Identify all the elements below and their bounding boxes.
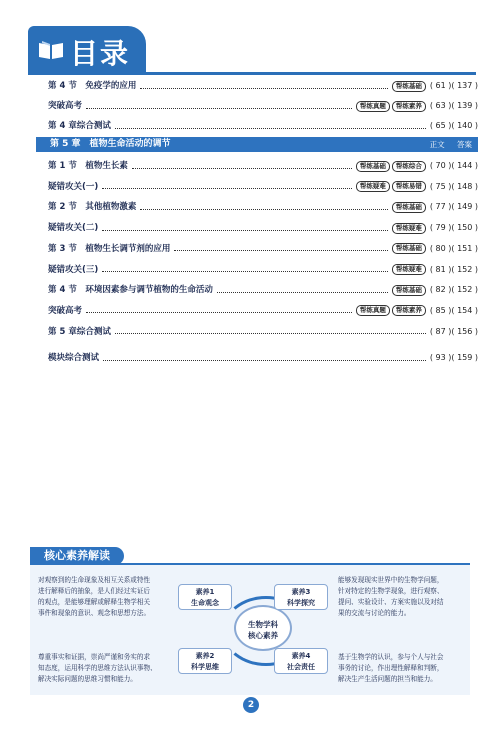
practice-badge: 帮练素养 (392, 305, 426, 316)
page-title: 目录 (70, 37, 131, 70)
toc-entry-pages: ( 65 )( 140 ) (429, 121, 478, 130)
practice-badges (392, 81, 426, 92)
practice-badges (392, 264, 426, 275)
practice-badges (392, 202, 426, 213)
pill-literacy-4: 素养4 社会责任 (274, 648, 328, 674)
text-scientific-thinking: 尊重事实和证据，崇尚严谨和务实的求 知态度，运用科学的思维方法认识事物、 解决实际问题的思维习惯和能力。 (38, 653, 157, 683)
toc-entry[interactable] (48, 324, 478, 340)
toc-entry[interactable] (48, 303, 478, 319)
practice-badges (392, 285, 426, 296)
practice-badge: 帮练基础 (356, 161, 390, 172)
toc-entry-label: 突破高考 (48, 305, 83, 316)
leader-dots (174, 250, 388, 251)
practice-badges (356, 101, 426, 112)
toc-entry-pages: ( 63 )( 139 ) (429, 101, 478, 110)
core-center: 生物学科 核心素养 (234, 605, 292, 651)
practice-badge: 帮练综合 (392, 161, 426, 172)
practice-badge: 帮练素养 (392, 101, 426, 112)
practice-badge: 帮练基础 (392, 81, 426, 92)
toc-entry-label: 第 1 节 植物生长素 (48, 161, 128, 171)
core-literacy-heading: 核心素养解读 (30, 547, 124, 565)
text-life-concept: 对观察到的生命现象及相互关系或特性 进行解释后的抽象，是人们经过实证后 的观点，是能够理解或解释生物学相关 事件和现象的意识、观念和思想方法。 (38, 576, 151, 617)
practice-badges (356, 305, 426, 316)
toc-entry-module-test[interactable] (48, 350, 478, 366)
toc-entry-pages: ( 70 )( 144 ) (429, 161, 478, 170)
leader-dots (86, 312, 352, 313)
toc-entry-pages: ( 85 )( 154 ) (429, 305, 478, 315)
pill-literacy-1: 素养1 生命观念 (178, 584, 232, 610)
toc-entry-label: 第 5 章综合测试 (48, 326, 111, 337)
practice-badge: 帮练疑难 (392, 264, 426, 275)
toc-entry-pages: ( 93 )( 159 ) (429, 353, 478, 362)
practice-badge: 帮练易错 (392, 181, 426, 192)
toc-entry[interactable] (48, 158, 478, 174)
toc-entry[interactable] (48, 282, 478, 298)
toc-entry-label: 第 4 节 免疫学的应用 (48, 81, 137, 91)
toc-entry-pages: ( 82 )( 152 ) (429, 285, 478, 295)
practice-badge: 帮练真题 (356, 101, 390, 112)
header (0, 0, 500, 78)
open-book-icon (38, 40, 64, 60)
toc-entry-pages: ( 80 )( 151 ) (429, 243, 478, 253)
leader-dots (115, 333, 426, 334)
title-rule (28, 72, 476, 75)
toc-entry-label: 模块综合测试 (48, 353, 100, 363)
practice-badge: 帮练疑难 (392, 223, 426, 234)
toc-entry[interactable] (48, 199, 478, 215)
toc-entry[interactable] (48, 98, 478, 114)
chapter-5-header (36, 137, 478, 152)
toc-entry[interactable] (48, 179, 478, 195)
toc-entry-label: 疑错攻关(一) (48, 181, 99, 192)
toc-entry-pages: ( 87 )( 156 ) (429, 326, 478, 336)
toc-entry-pages: ( 61 )( 137 ) (429, 81, 478, 90)
toc-entry[interactable] (48, 118, 478, 134)
practice-badge: 帮练基础 (392, 285, 426, 296)
page-number: 2 (243, 697, 259, 713)
toc-entry-pages: ( 77 )( 149 ) (429, 202, 478, 212)
toc-entry-label: 疑错攻关(二) (48, 223, 99, 234)
text-social-responsibility: 基于生物学的认识，参与个人与社会 事务的讨论，作出理性解释和判断， 解决生产生活问题的担当和能力。 (338, 653, 444, 683)
toc-entry-label: 第 3 节 植物生长调节剂的应用 (48, 243, 171, 254)
leader-dots (115, 128, 426, 129)
leader-dots (102, 271, 388, 272)
toc-entry-label: 第 4 节 环境因素参与调节植物的生命活动 (48, 285, 213, 296)
practice-badges (392, 243, 426, 254)
text-scientific-inquiry: 能够发现现实世界中的生物学问题， 针对特定的生物学现象，进行观察、 提问、实验设计、方案实施以及对结 果的交流与讨论的能力。 (338, 576, 444, 617)
toc-entry[interactable] (48, 78, 478, 94)
practice-badges (392, 223, 426, 234)
leader-dots (132, 168, 352, 169)
practice-badge: 帮练真题 (356, 305, 390, 316)
toc-entry[interactable] (48, 262, 478, 278)
practice-badges (356, 181, 426, 192)
leader-dots (140, 209, 388, 210)
toc-entry-pages: ( 79 )( 150 ) (429, 223, 478, 233)
tag-answers: 答案 (457, 140, 472, 149)
toc-entry-pages: ( 75 )( 148 ) (429, 181, 478, 191)
leader-dots (217, 292, 388, 293)
toc-entry-pages: ( 81 )( 152 ) (429, 264, 478, 274)
leader-dots (102, 188, 352, 189)
practice-badge: 帮练基础 (392, 243, 426, 254)
toc-entry[interactable] (48, 241, 478, 257)
pill-literacy-2: 素养2 科学思维 (178, 648, 232, 674)
tag-main-text: 正文 (429, 140, 445, 149)
leader-dots (103, 360, 426, 361)
chapter-title: 第 5 章 植物生命活动的调节 (50, 139, 171, 149)
toc-entry-label: 第 4 章综合测试 (48, 121, 111, 131)
column-tags (420, 137, 472, 152)
toc-entry-label: 第 2 节 其他植物激素 (48, 202, 137, 213)
leader-dots (102, 230, 388, 231)
toc-entry-label: 疑错攻关(三) (48, 264, 99, 275)
toc-entry[interactable] (48, 220, 478, 236)
practice-badges (356, 161, 426, 172)
leader-dots (86, 108, 352, 109)
practice-badge: 帮练基础 (392, 202, 426, 213)
pill-literacy-3: 素养3 科学探究 (274, 584, 328, 610)
toc-entry-label: 突破高考 (48, 101, 83, 111)
leader-dots (140, 88, 388, 89)
practice-badge: 帮练疑难 (356, 181, 390, 192)
